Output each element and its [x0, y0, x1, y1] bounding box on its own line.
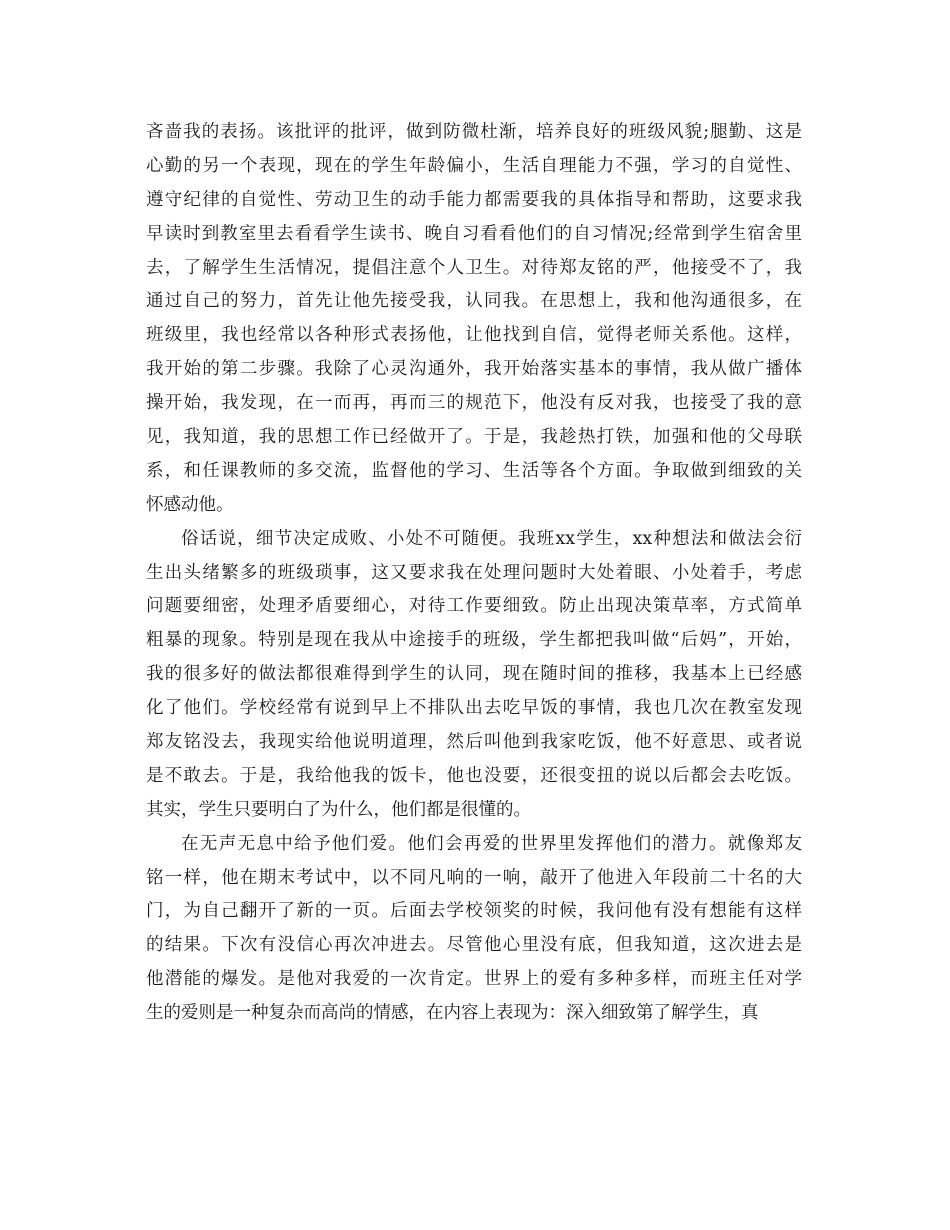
text-line: 生出头绪繁多的班级琐事，这又要求我在处理问题时大处着眼、小处着手，考虑 — [146, 562, 802, 583]
text-line: 问题要细密，处理矛盾要细心，对待工作要细致。防止出现决策草率，方式简单 — [146, 596, 802, 617]
text-line: 通过自己的努力，首先让他先接受我，认同我。在思想上，我和他沟通很多，在 — [146, 291, 802, 312]
paragraph — [146, 116, 802, 523]
text-line: 怀感动他。 — [146, 494, 234, 515]
text-line: 在无声无息中给予他们爱。他们会再爱的世界里发挥他们的潜力。就像郑友 — [181, 833, 802, 854]
text-line: 是不敢去。于是，我给他我的饭卡，他也没要，还很变扭的说以后都会去吃饭。 — [146, 765, 802, 786]
text-line: 俗话说，细节决定成败、小处不可随便。我班xx学生，xx种想法和做法会衍 — [181, 528, 802, 549]
text-line: 化了他们。学校经常有说到早上不排队出去吃早饭的事情，我也几次在教室发现 — [146, 698, 802, 719]
text-line: 系，和任课教师的多交流，监督他的学习、生活等各个方面。争取做到细致的关 — [146, 460, 802, 481]
text-line: 门，为自己翻开了新的一页。后面去学校领奖的时候，我问他有没有想能有这样 — [146, 901, 802, 922]
text-line: 他潜能的爆发。是他对我爱的一次肯定。世界上的爱有多种多样，而班主任对学 — [146, 969, 802, 990]
paragraph — [146, 828, 802, 1031]
text-line: 郑友铭没去，我现实给他说明道理，然后叫他到我家吃饭，他不好意思、或者说 — [146, 732, 802, 753]
body-text — [146, 116, 802, 1031]
text-line: 粗暴的现象。特别是现在我从中途接手的班级，学生都把我叫做“后妈”，开始， — [146, 630, 802, 651]
text-line: 操开始，我发现，在一而再，再而三的规范下，他没有反对我，也接受了我的意 — [146, 393, 802, 414]
text-line: 吝啬我的表扬。该批评的批评，做到防微杜渐，培养良好的班级风貌;腿勤、这是 — [146, 122, 802, 142]
text-line: 我的很多好的做法都很难得到学生的认同，现在随时间的推移，我基本上已经感 — [146, 664, 802, 685]
text-line: 其实，学生只要明白了为什么，他们都是很懂的。 — [146, 799, 531, 820]
text-line: 见，我知道，我的思想工作已经做开了。于是，我趁热打铁，加强和他的父母联 — [146, 427, 802, 448]
text-line: 班级里，我也经常以各种形式表扬他，让他找到自信，觉得老师关系他。这样， — [146, 325, 802, 346]
text-line: 早读时到教室里去看看学生读书、晚自习看看他们的自习情况;经常到学生宿舍里 — [146, 223, 802, 244]
text-line: 遵守纪律的自觉性、劳动卫生的动手能力都需要我的具体指导和帮助，这要求我 — [146, 189, 802, 210]
text-line: 生的爱则是一种复杂而高尚的情感，在内容上表现为：深入细致第了解学生，真 — [146, 1003, 759, 1024]
text-line: 我开始的第二步骤。我除了心灵沟通外，我开始落实基本的事情，我从做广播体 — [146, 359, 802, 380]
text-line: 铭一样，他在期末考试中，以不同凡响的一响，敲开了他进入年段前二十名的大 — [146, 867, 802, 888]
paragraph — [146, 523, 802, 828]
text-line: 去，了解学生生活情况，提倡注意个人卫生。对待郑友铭的严，他接受不了，我 — [146, 257, 802, 278]
text-line: 的结果。下次有没信心再次冲进去。尽管他心里没有底，但我知道，这次进去是 — [146, 935, 802, 956]
text-line: 心勤的另一个表现，现在的学生年龄偏小，生活自理能力不强，学习的自觉性、 — [146, 155, 802, 176]
